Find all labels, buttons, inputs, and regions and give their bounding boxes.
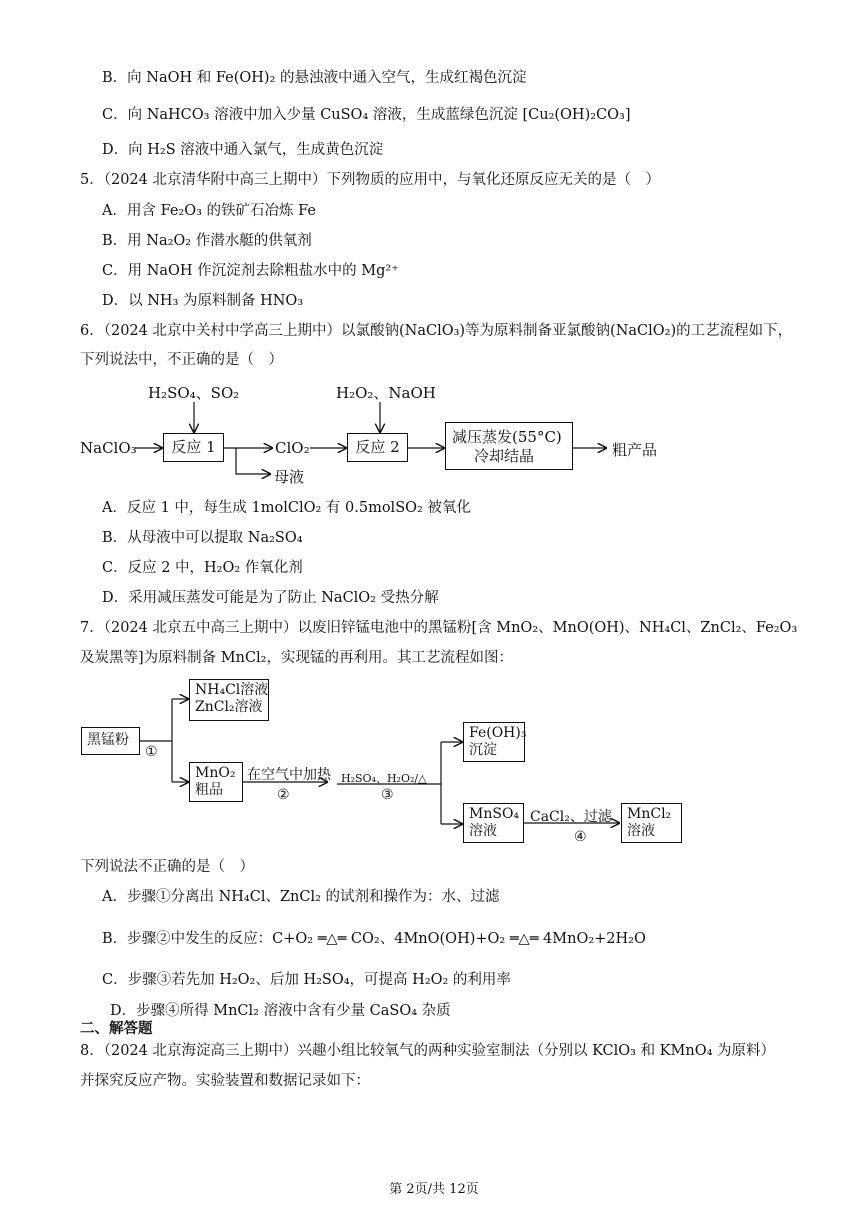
q7-step2-label: 在空气中加热 xyxy=(247,767,331,783)
q7-stem-line2: 及炭黑等]为原料制备 MnCl₂，实现锰的再利用。其工艺流程如图： xyxy=(80,650,513,666)
q4-option-c: C．向 NaHCO₃ 溶液中加入少量 CuSO₄ 溶液，生成蓝绿色沉淀 [Cu₂(OH)₂CO₃] xyxy=(102,107,631,123)
q6-reaction2-box: 反应 2 xyxy=(347,433,408,462)
q6-stem-line1: 6．（2024 北京中关村中学高三上期中）以氯酸钠(NaClO₃)等为原料制备亚氯酸钠(NaClO₂)的工艺流程如下， xyxy=(80,323,793,339)
q7-feoh3-box xyxy=(463,722,525,762)
q7-option-b: B．步骤②中发生的反应：C+O₂ ═△═ CO₂、4MnO(OH)+O₂ ═△═ 4MnO₂+2H₂O xyxy=(102,931,646,947)
q6-evaporation-line2: 冷却结晶 xyxy=(474,447,535,465)
q7-option-d: D．步骤④所得 MnCl₂ 溶液中含有少量 CaSO₄ 杂质 xyxy=(110,1003,451,1019)
q6-option-a: A．反应 1 中，每生成 1molClO₂ 有 0.5molSO₂ 被氧化 xyxy=(102,500,471,516)
q7-step2-marker: ② xyxy=(277,787,290,803)
q6-option-b: B．从母液中可以提取 Na₂SO₄ xyxy=(102,530,303,546)
q8-stem-line2: 并探究反应产物。实验装置和数据记录如下： xyxy=(80,1073,370,1089)
q7-nh4cl-line: NH₄Cl溶液 xyxy=(195,682,269,698)
q7-black-powder-box: 黑锰粉 xyxy=(81,727,140,755)
q7-step4-label: CaCl₂、过滤 xyxy=(530,809,612,825)
q7-step4-marker: ④ xyxy=(574,829,587,845)
page-footer: 第 2页/共 12页 xyxy=(389,1182,479,1197)
q4-option-d: D．向 H₂S 溶液中通入氯气，生成黄色沉淀 xyxy=(102,142,384,158)
q7-zncl2-line: ZnCl₂溶液 xyxy=(195,699,263,715)
q7-nh4cl-zncl2-box xyxy=(189,679,269,721)
q5-option-a: A．用含 Fe₂O₃ 的铁矿石冶炼 Fe xyxy=(102,203,317,219)
q7-mncl2-box xyxy=(621,803,682,843)
q7-precipitate-line: 沉淀 xyxy=(469,742,497,758)
q8-stem-line1: 8．（2024 北京海淀高三上期中）兴趣小组比较氧气的两种实验室制法（分别以 KClO₃ 和 KMnO₄ 为原料） xyxy=(80,1043,776,1059)
q6-evaporation-line1: 减压蒸发(55°C) xyxy=(452,428,562,446)
q7-step3-label: H₂SO₄、H₂O₂/△ xyxy=(341,772,427,785)
q7-step1-marker: ① xyxy=(145,744,158,760)
q7-mncl2-solution-line: 溶液 xyxy=(627,823,655,839)
q7-prompt: 下列说法不正确的是（ ） xyxy=(80,859,254,875)
q5-option-d: D．以 NH₃ 为原料制备 HNO₃ xyxy=(102,293,304,309)
q6-reagent1-label: H₂SO₄、SO₂ xyxy=(148,384,240,402)
q7-feoh3-line: Fe(OH)₃ xyxy=(469,725,527,741)
q7-mnso4-box xyxy=(463,803,524,843)
q6-option-c: C．反应 2 中，H₂O₂ 作氧化剂 xyxy=(102,560,303,576)
q6-start-label: NaClO₃ xyxy=(80,439,137,457)
q6-option-d: D．采用减压蒸发可能是为了防止 NaClO₂ 受热分解 xyxy=(102,590,439,606)
q7-mno2-crude-box xyxy=(189,762,243,802)
q5-stem: 5．（2024 北京清华附中高三上期中）下列物质的应用中，与氧化还原反应无关的是（ ） xyxy=(80,172,660,188)
q5-option-c: C．用 NaOH 作沉淀剂去除粗盐水中的 Mg²⁺ xyxy=(102,263,399,279)
q7-mnso4-solution-line: 溶液 xyxy=(469,823,497,839)
q5-option-b: B．用 Na₂O₂ 作潜水艇的供氧剂 xyxy=(102,233,312,249)
q6-stem-line2: 下列说法中，不正确的是（ ） xyxy=(80,352,283,368)
q6-product-label: 粗产品 xyxy=(612,441,658,459)
q6-mother-liquor-label: 母液 xyxy=(274,468,305,486)
q7-crude-line: 粗品 xyxy=(195,782,223,798)
q6-reaction1-box: 反应 1 xyxy=(163,433,224,462)
q7-stem-line1: 7．（2024 北京五中高三上期中）以废旧锌锰电池中的黑锰粉[含 MnO₂、MnO(OH)、NH₄Cl、ZnCl₂、Fe₂O₃ xyxy=(80,620,798,636)
q7-option-c: C．步骤③若先加 H₂O₂、后加 H₂SO₄，可提高 H₂O₂ 的利用率 xyxy=(102,972,511,988)
q7-step3-marker: ③ xyxy=(381,787,394,803)
section-heading: 二、解答题 xyxy=(80,1020,153,1037)
q6-reagent2-label: H₂O₂、NaOH xyxy=(336,384,436,402)
q7-mncl2-line: MnCl₂ xyxy=(627,806,672,822)
q6-clo2-label: ClO₂ xyxy=(275,439,310,457)
q7-mno2-line: MnO₂ xyxy=(195,765,236,781)
q7-mnso4-line: MnSO₄ xyxy=(469,806,520,822)
q7-option-a: A．步骤①分离出 NH₄Cl、ZnCl₂ 的试剂和操作为：水、过滤 xyxy=(102,889,500,905)
q4-option-b: B．向 NaOH 和 Fe(OH)₂ 的悬浊液中通入空气，生成红褐色沉淀 xyxy=(102,70,527,86)
